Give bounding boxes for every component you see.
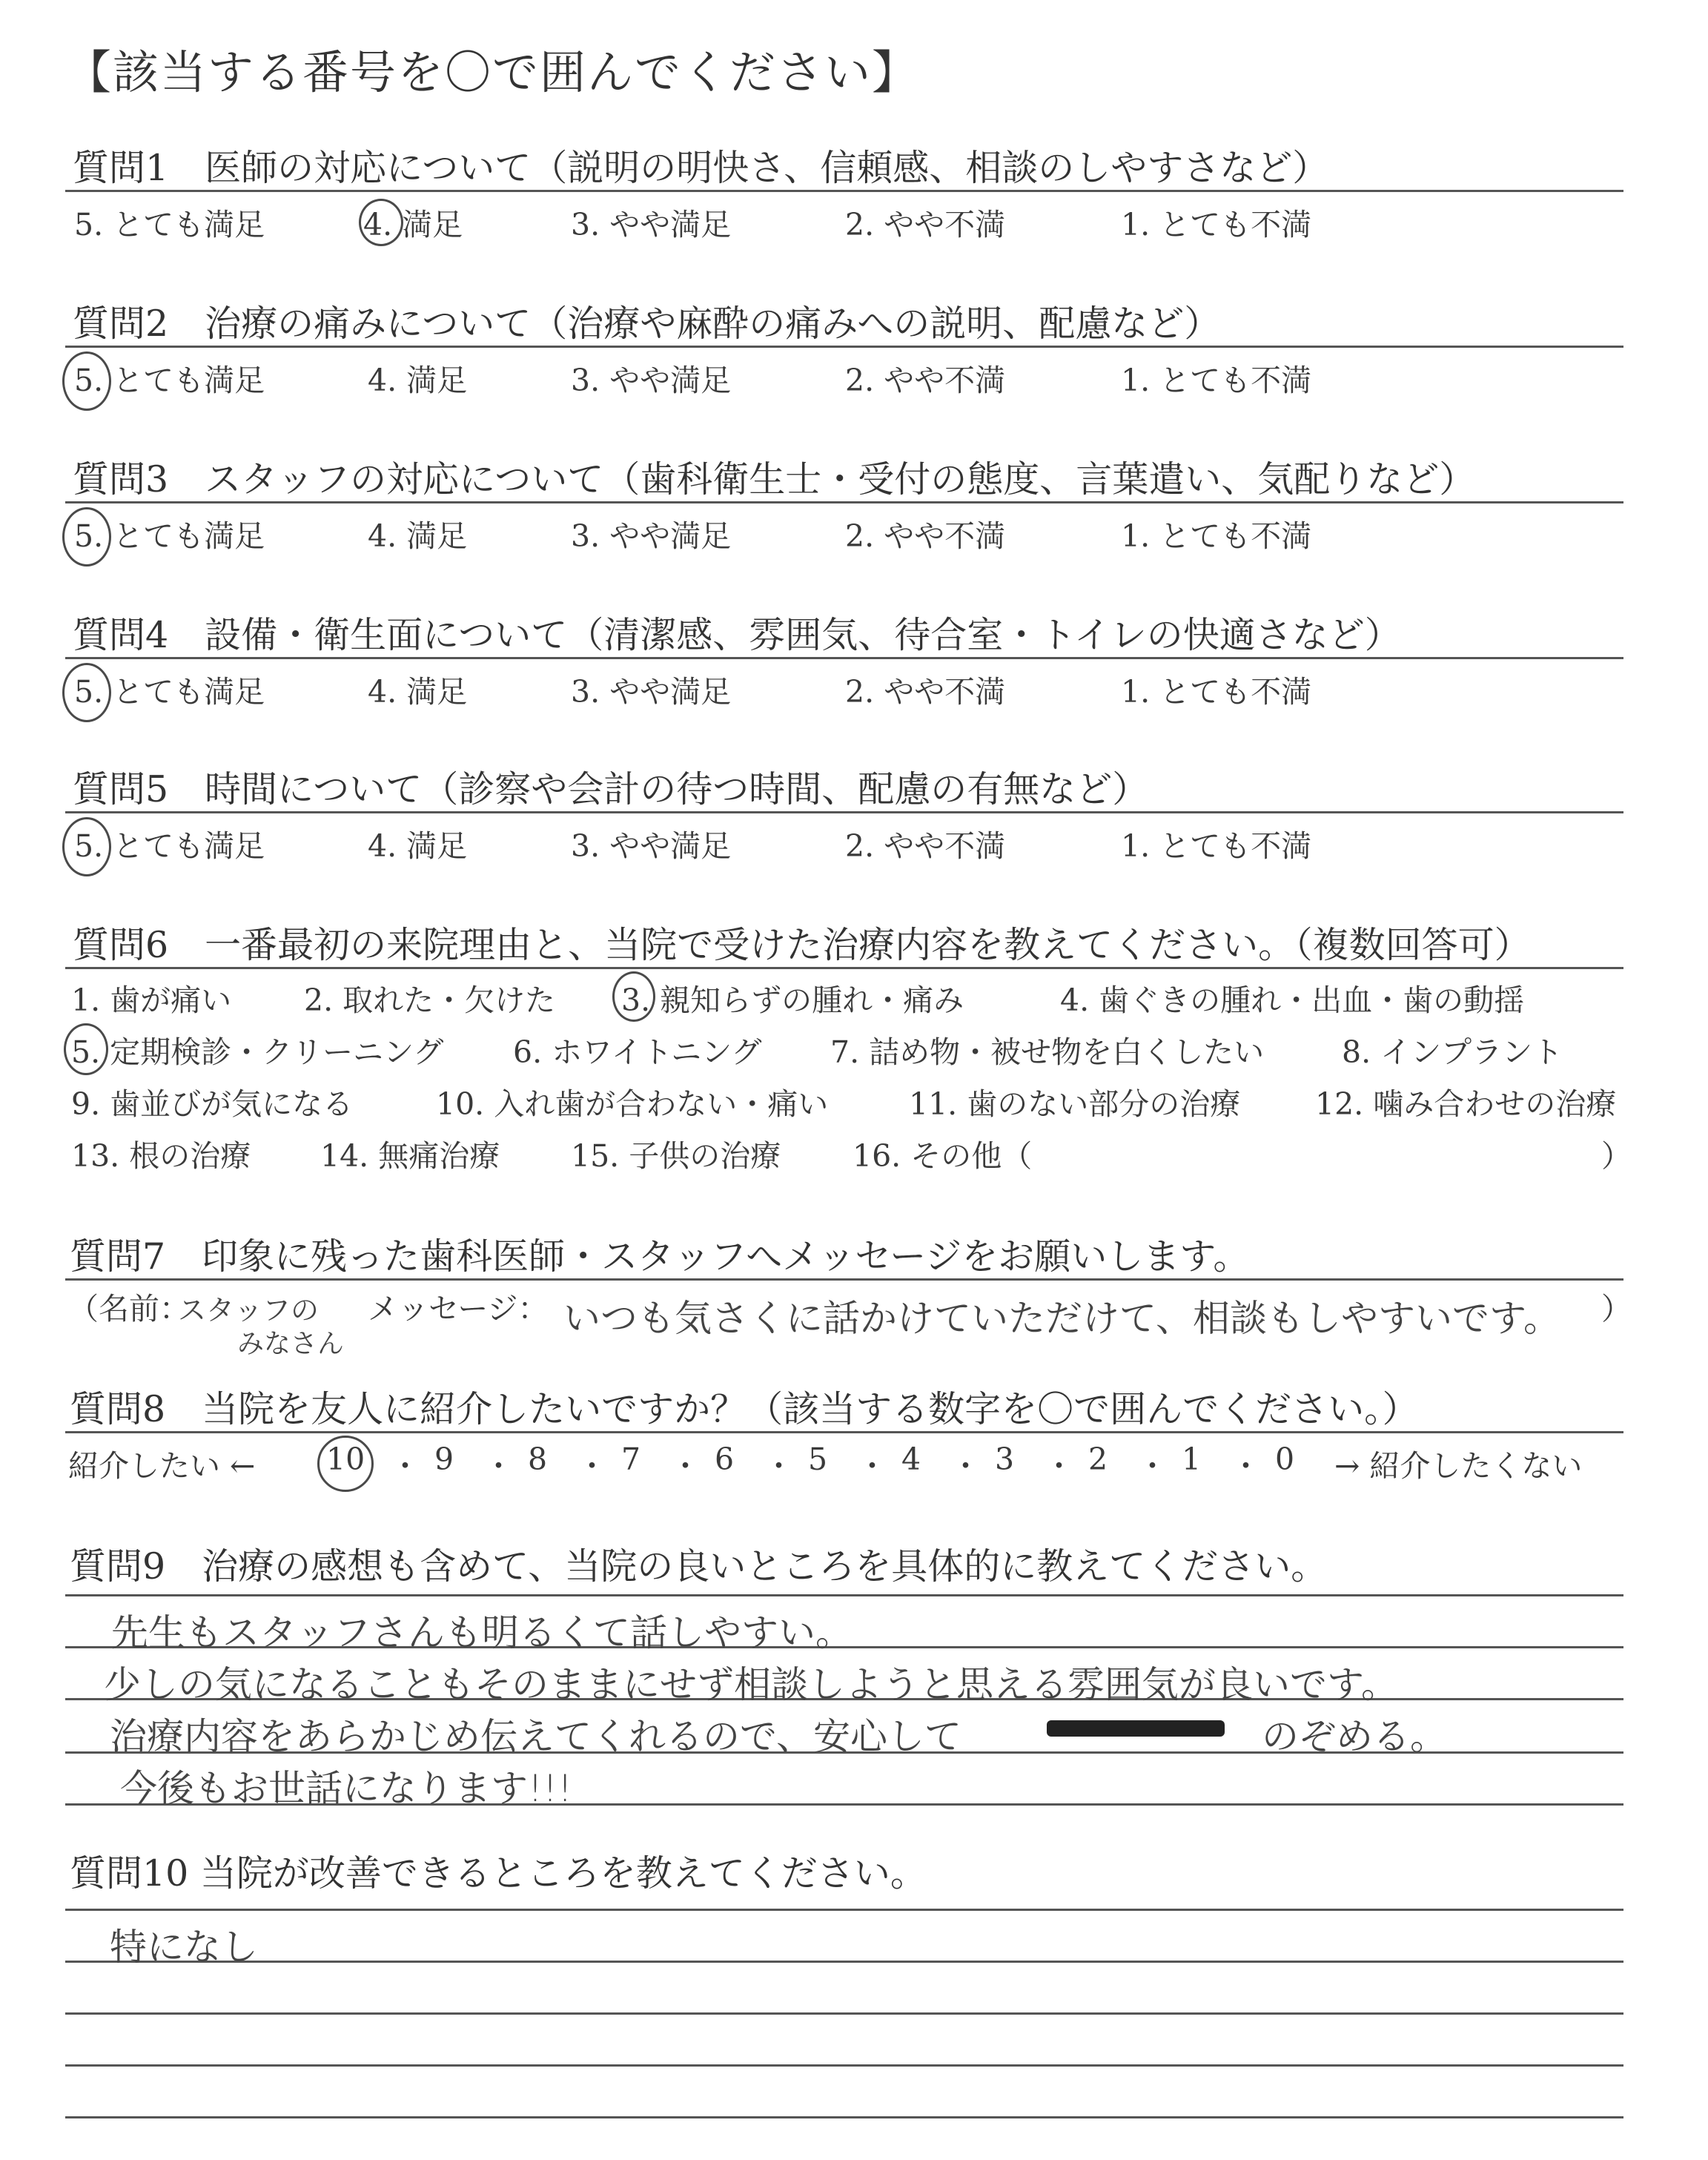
question-1-title: 質問1 医師の対応について（説明の明快さ、信頼感、相談のしやすさなど） [73, 147, 1329, 189]
q9-answer-line-3[interactable]: 治療内容をあらかじめ伝えてくれるので、安心して [110, 1715, 961, 1758]
q6-option-9[interactable]: 9. 歯並びが気になる [71, 1086, 354, 1122]
q2-choice-1[interactable]: 1. とても不満 [1121, 363, 1312, 398]
question-5-title: 質問5 時間について（診察や会計の待つ時間、配慮の有無など） [73, 768, 1149, 810]
question-7-title: 質問7 印象に残った歯科医師・スタッフへメッセージをお願いします。 [70, 1235, 1250, 1278]
q8-separator: ・ [764, 1448, 794, 1484]
question-2-rule [65, 346, 1623, 348]
q9-scribbled-out-text [1047, 1720, 1225, 1737]
q2-choice-3[interactable]: 3. やや満足 [571, 363, 732, 398]
question-6-title: 質問6 一番最初の来院理由と、当院で受けた治療内容を教えてください。（複数回答可） [73, 924, 1531, 966]
q7-close-paren: ） [1601, 1291, 1632, 1327]
q3-choice-1[interactable]: 1. とても不満 [1121, 518, 1312, 554]
q6-option-15[interactable]: 15. 子供の治療 [571, 1138, 781, 1174]
question-10-rule-2 [65, 1961, 1623, 1963]
q9-answer-line-2[interactable]: 少しの気になることもそのままにせず相談しようと思える雰囲気が良いです。 [104, 1663, 1398, 1706]
q8-separator: ・ [483, 1448, 514, 1484]
q7-message-value[interactable]: いつも気さくに話かけていただけて、相談もしやすいです。 [563, 1297, 1560, 1340]
q8-separator: ・ [950, 1448, 981, 1484]
q6-option-13[interactable]: 13. 根の治療 [71, 1138, 251, 1174]
q1-choice-5[interactable]: 5. とても満足 [74, 207, 265, 242]
q7-name-label: （名前： [68, 1291, 190, 1327]
question-7-rule [65, 1278, 1623, 1281]
q1-choice-1[interactable]: 1. とても不満 [1121, 207, 1312, 242]
q6-option-11[interactable]: 11. 歯のない部分の治療 [909, 1086, 1241, 1122]
q1-choice-2[interactable]: 2. やや不満 [845, 207, 1006, 242]
question-6-rule [65, 967, 1623, 969]
q3-answer-circle [62, 507, 111, 567]
q6-option-3[interactable]: 3. 親知らずの腫れ・痛み [621, 982, 964, 1018]
q8-separator: ・ [670, 1448, 701, 1484]
q8-scale-1[interactable]: 1 [1182, 1441, 1202, 1477]
q9-answer-line-4[interactable]: 今後もお世話になります!!! [120, 1767, 573, 1810]
q3-choice-3[interactable]: 3. やや満足 [571, 518, 732, 554]
q9-answer-line-3-tail[interactable]: のぞめる。 [1262, 1715, 1447, 1758]
q3-choice-5[interactable]: 5. とても満足 [74, 518, 265, 554]
question-10-rule-5 [65, 2116, 1623, 2118]
q6-option-12[interactable]: 12. 噛み合わせの治療 [1315, 1086, 1617, 1122]
q4-answer-circle [62, 663, 111, 722]
form-header: 【該当する番号を〇で囲んでください】 [65, 45, 920, 99]
q1-choice-4[interactable]: 4. 満足 [363, 207, 463, 242]
question-10-title: 質問10 当院が改善できるところを教えてください。 [70, 1852, 927, 1895]
q6-option-8[interactable]: 8. インプラント [1342, 1034, 1563, 1070]
q5-answer-circle [62, 817, 111, 876]
q6-option-14[interactable]: 14. 無痛治療 [320, 1138, 500, 1174]
q7-message-label: メッセージ： [368, 1291, 549, 1327]
q8-scale-8[interactable]: 8 [528, 1441, 548, 1477]
q6-option-16[interactable]: 16. その他（ [853, 1138, 1033, 1174]
q6-option-16-close: ） [1601, 1138, 1632, 1174]
q5-choice-5[interactable]: 5. とても満足 [74, 828, 265, 864]
question-1-rule [65, 190, 1623, 192]
q8-separator: ・ [390, 1448, 420, 1484]
q2-choice-5[interactable]: 5. とても満足 [74, 363, 265, 398]
question-10-rule-1 [65, 1909, 1623, 1911]
question-4-title: 質問4 設備・衛生面について（清潔感、雰囲気、待合室・トイレの快適さなど） [73, 614, 1401, 656]
q8-scale-10[interactable]: 10 [326, 1441, 365, 1477]
q4-choice-1[interactable]: 1. とても不満 [1121, 674, 1312, 710]
q4-choice-4[interactable]: 4. 満足 [368, 674, 468, 710]
q8-scale-2[interactable]: 2 [1088, 1441, 1108, 1477]
q2-choice-2[interactable]: 2. やや不満 [845, 363, 1006, 398]
q4-choice-5[interactable]: 5. とても満足 [74, 674, 265, 710]
q8-scale-9[interactable]: 9 [434, 1441, 454, 1477]
q8-separator: ・ [1231, 1448, 1261, 1484]
q9-answer-line-1[interactable]: 先生もスタッフさんも明るくて話しやすい。 [111, 1611, 853, 1654]
q7-name-value-line1[interactable]: スタッフの [178, 1294, 320, 1327]
q5-choice-1[interactable]: 1. とても不満 [1121, 828, 1312, 864]
q2-answer-circle [62, 351, 111, 411]
q8-separator: ・ [1044, 1448, 1074, 1484]
q2-choice-4[interactable]: 4. 満足 [368, 363, 468, 398]
q8-separator: ・ [1137, 1448, 1168, 1484]
q6-option-4[interactable]: 4. 歯ぐきの腫れ・出血・歯の動揺 [1060, 982, 1525, 1018]
q5-choice-4[interactable]: 4. 満足 [368, 828, 468, 864]
q8-separator: ・ [857, 1448, 887, 1484]
question-9-title: 質問9 治療の感想も含めて、当院の良いところを具体的に教えてください。 [70, 1545, 1328, 1588]
question-9-rule-1 [65, 1594, 1623, 1596]
q6-answer-circle-5 [64, 1023, 108, 1075]
question-10-rule-3 [65, 2012, 1623, 2015]
q6-option-2[interactable]: 2. 取れた・欠けた [304, 982, 556, 1018]
question-8-rule [65, 1431, 1623, 1433]
q6-option-1[interactable]: 1. 歯が痛い [71, 982, 232, 1018]
q8-scale-3[interactable]: 3 [995, 1441, 1015, 1477]
q8-scale-7[interactable]: 7 [621, 1441, 641, 1477]
q8-separator: ・ [577, 1448, 607, 1484]
q8-right-label: → 紹介したくない [1334, 1448, 1583, 1484]
q8-answer-circle [317, 1436, 374, 1492]
question-3-rule [65, 501, 1623, 503]
question-4-rule [65, 657, 1623, 659]
question-10-rule-4 [65, 2064, 1623, 2067]
q4-choice-3[interactable]: 3. やや満足 [571, 674, 732, 710]
question-8-title: 質問8 当院を友人に紹介したいですか？（該当する数字を〇で囲んでください。） [70, 1388, 1419, 1430]
q4-choice-2[interactable]: 2. やや不満 [845, 674, 1006, 710]
q3-choice-4[interactable]: 4. 満足 [368, 518, 468, 554]
q6-option-10[interactable]: 10. 入れ歯が合わない・痛い [436, 1086, 829, 1122]
q8-scale-5[interactable]: 5 [808, 1441, 828, 1477]
q6-answer-circle-3 [612, 971, 655, 1022]
question-3-title: 質問3 スタッフの対応について（歯科衛生士・受付の態度、言葉遣い、気配りなど） [73, 458, 1476, 501]
q7-name-value-line2[interactable]: みなさん [237, 1329, 345, 1359]
q10-answer-line-1[interactable]: 特になし [110, 1926, 258, 1969]
q5-choice-2[interactable]: 2. やや不満 [845, 828, 1006, 864]
q1-choice-3[interactable]: 3. やや満足 [571, 207, 732, 242]
q6-option-5[interactable]: 5. 定期検診・クリーニング [71, 1034, 444, 1070]
q5-choice-3[interactable]: 3. やや満足 [571, 828, 732, 864]
q1-answer-circle [359, 199, 403, 246]
q6-option-6[interactable]: 6. ホワイトニング [513, 1034, 762, 1070]
q3-choice-2[interactable]: 2. やや不満 [845, 518, 1006, 554]
q8-scale-0[interactable]: 0 [1275, 1441, 1295, 1477]
question-2-title: 質問2 治療の痛みについて（治療や麻酔の痛みへの説明、配慮など） [73, 303, 1221, 345]
q6-option-7[interactable]: 7. 詰め物・被せ物を白くしたい [830, 1034, 1265, 1070]
question-5-rule [65, 811, 1623, 813]
q8-scale-6[interactable]: 6 [715, 1441, 735, 1477]
q8-left-label: 紹介したい ← [68, 1448, 256, 1484]
q8-scale-4[interactable]: 4 [901, 1441, 921, 1477]
